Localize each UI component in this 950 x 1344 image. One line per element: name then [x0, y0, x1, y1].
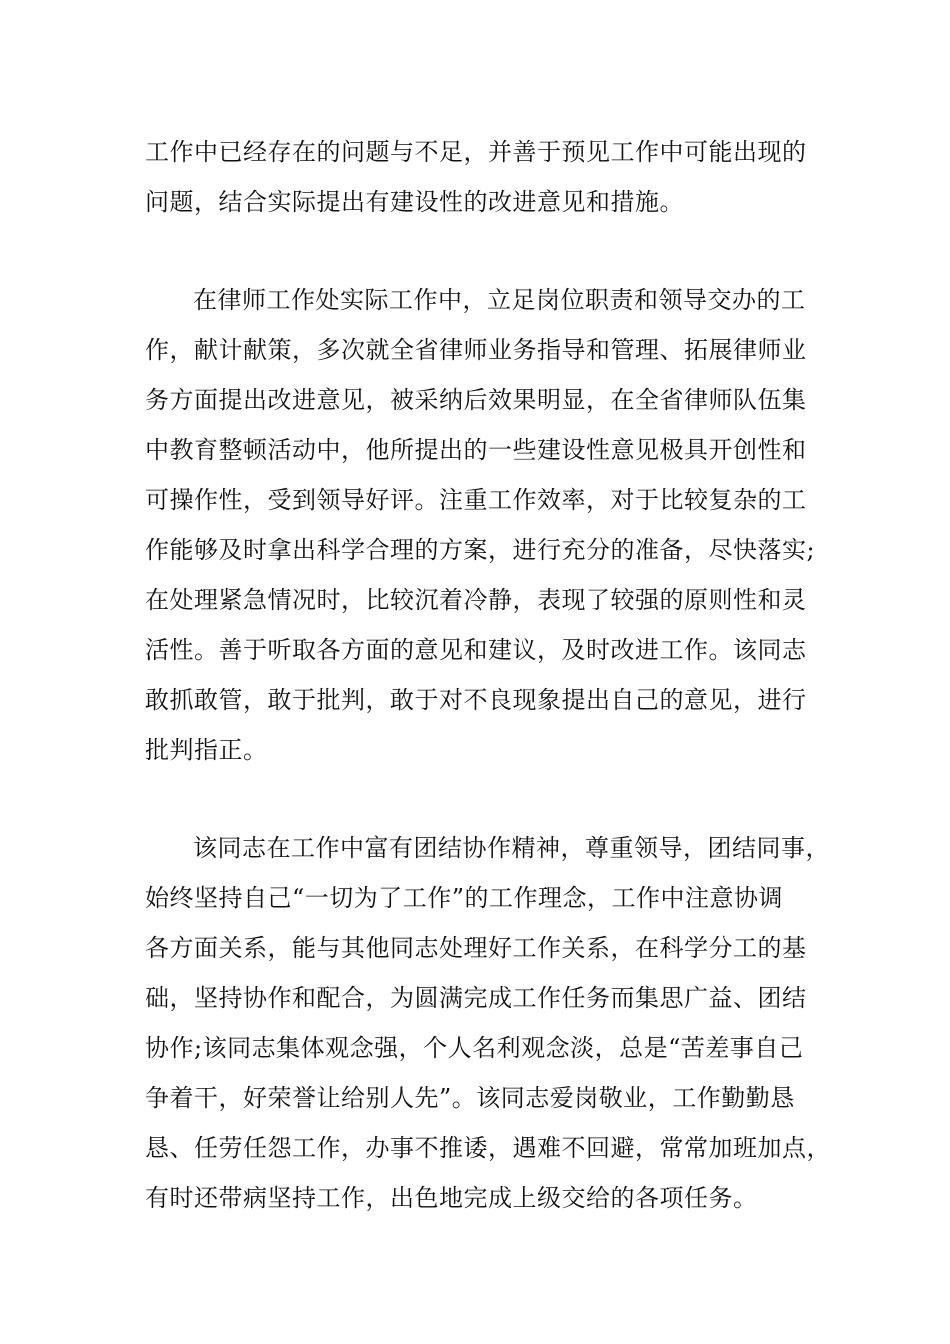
paragraph-line: 务方面提出改进意见，被采纳后效果明显，在全省律师队伍集 — [145, 386, 807, 414]
paragraph-line: 有时还带病坚持工作，出色地完成上级交给的各项任务。 — [145, 1184, 758, 1212]
paragraph-line: 批判指正。 — [145, 736, 268, 764]
paragraph-line: 可操作性，受到领导好评。注重工作效率，对于比较复杂的工 — [145, 486, 807, 514]
paragraph-line: 协作;该同志集体观念强，个人名利观念淡，总是“苦差事自己 — [145, 1034, 804, 1062]
paragraph-line: 始终坚持自己“一切为了工作”的工作理念，工作中注意协调 — [145, 884, 784, 912]
paragraph-line: 在处理紧急情况时，比较沉着冷静，表现了较强的原则性和灵 — [145, 586, 807, 614]
paragraph-line: 中教育整顿活动中，他所提出的一些建设性意见极具开创性和 — [145, 436, 807, 464]
paragraph-line: 工作中已经存在的问题与不足，并善于预见工作中可能出现的 — [145, 138, 807, 166]
paragraph-line: 该同志在工作中富有团结协作精神，尊重领导，团结同事， — [193, 834, 830, 862]
paragraph-line: 恳、任劳任怨工作，办事不推诿，遇难不回避，常常加班加点， — [145, 1134, 831, 1162]
paragraph-line: 活性。善于听取各方面的意见和建议，及时改进工作。该同志 — [145, 636, 807, 664]
paragraph-line: 在律师工作处实际工作中，立足岗位职责和领导交办的工 — [193, 286, 806, 314]
paragraph-line: 作能够及时拿出科学合理的方案，进行充分的准备，尽快落实; — [145, 536, 816, 564]
paragraph-line: 争着干，好荣誉让给别人先”。该同志爱岗敬业，工作勤勤恳 — [145, 1084, 795, 1112]
paragraph-line: 作，献计献策，多次就全省律师业务指导和管理、拓展律师业 — [145, 336, 807, 364]
paragraph-line: 敢抓敢管，敢于批判，敢于对不良现象提出自己的意见，进行 — [145, 686, 807, 714]
paragraph-line: 问题，结合实际提出有建设性的改进意见和措施。 — [145, 188, 684, 216]
paragraph-line: 础，坚持协作和配合，为圆满完成工作任务而集思广益、团结 — [145, 984, 807, 1012]
paragraph-line: 各方面关系，能与其他同志处理好工作关系，在科学分工的基 — [145, 934, 807, 962]
